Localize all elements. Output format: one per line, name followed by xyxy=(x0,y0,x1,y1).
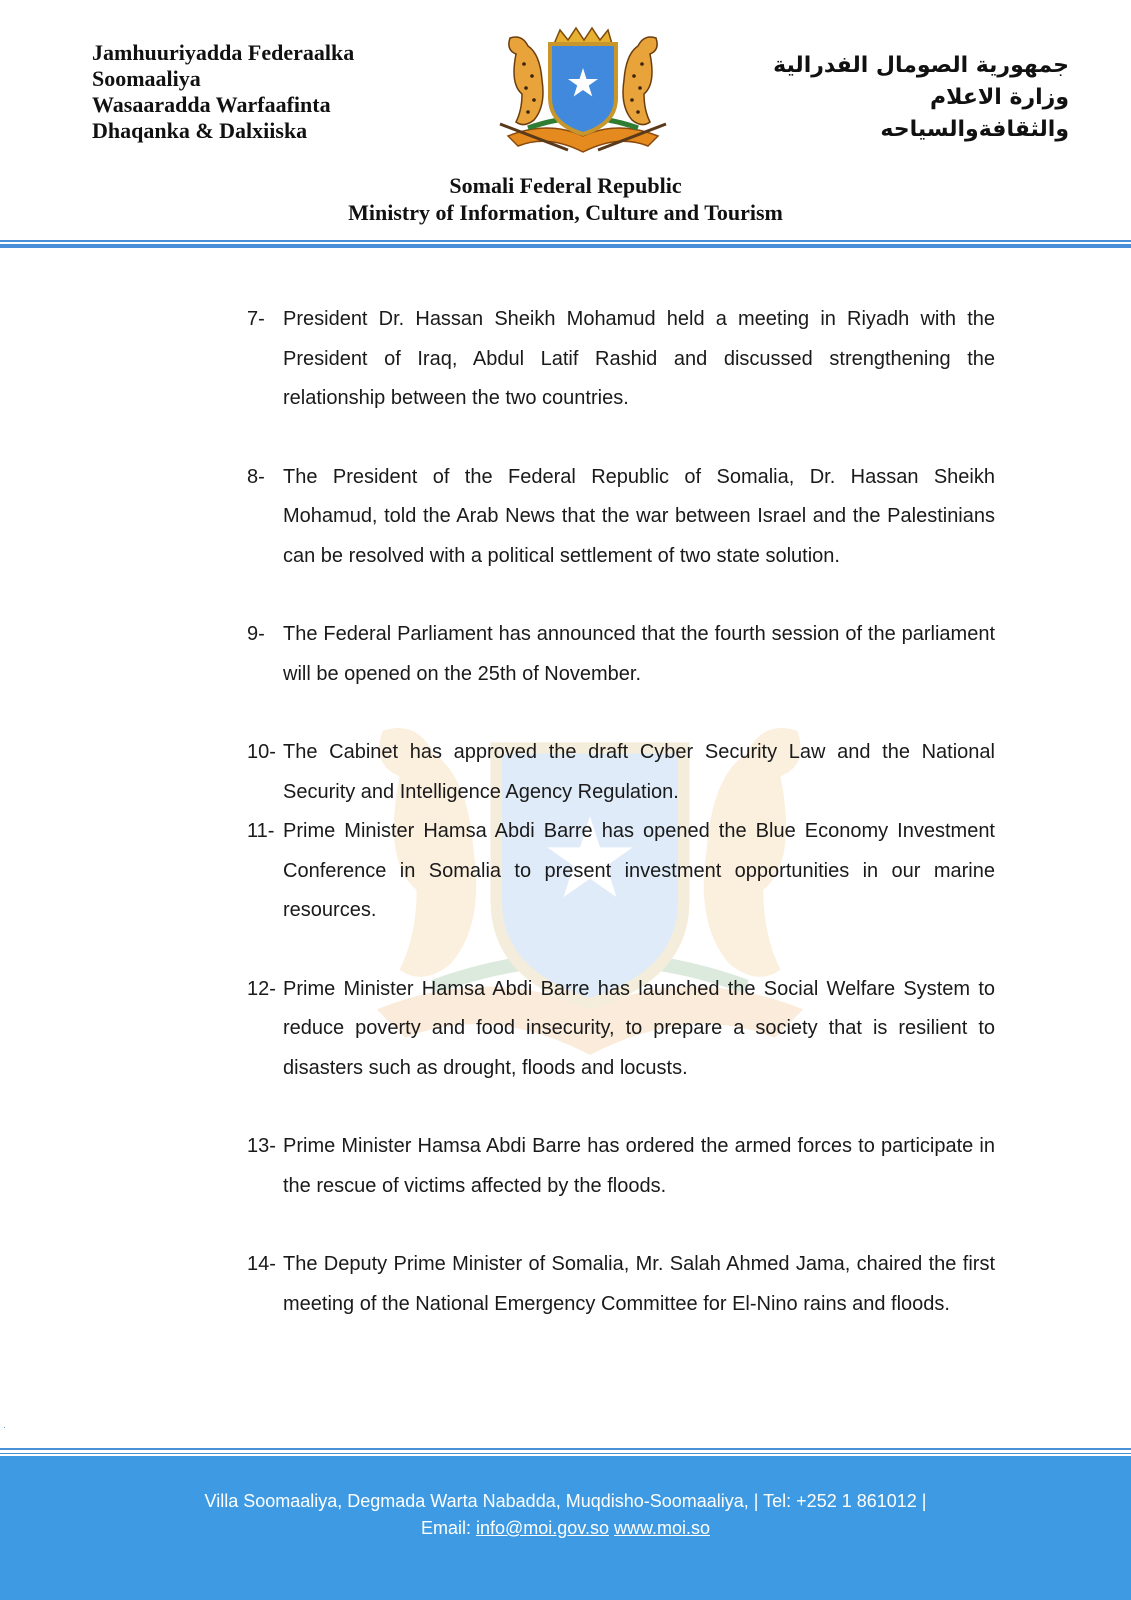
list-item xyxy=(247,1127,995,1206)
news-list xyxy=(247,300,995,1324)
item-number: 13- xyxy=(247,1135,276,1157)
header-arabic-line: جمهورية الصومال الفدرالية xyxy=(773,53,1069,78)
list-item xyxy=(247,1245,995,1324)
header-arabic-text xyxy=(773,50,1069,146)
header-somali-line: Soomaaliya xyxy=(92,66,201,91)
header-republic-name: Somali Federal Republic xyxy=(449,173,682,198)
footer-divider xyxy=(0,1448,1131,1454)
item-number: 9- xyxy=(247,623,265,645)
footer-address: Villa Soomaaliya, Degmada Warta Nabadda, Muqdisho-Soomaaliya, | Tel: +252 1 861012 | xyxy=(204,1491,927,1511)
header-somali-line: Dhaqanka & Dalxiiska xyxy=(92,118,308,143)
item-text: Prime Minister Hamsa Abdi Barre has launched the Social Welfare System to reduce poverty and food insecurity, to prepare a society that is resilient to disasters such as drought, floods and locusts. xyxy=(283,977,995,1079)
header-ministry-name: Ministry of Information, Culture and Tourism xyxy=(348,200,783,225)
header-title xyxy=(0,172,1131,226)
header-arabic-line: والثقافةوالسياحه xyxy=(880,117,1069,142)
item-number: 11- xyxy=(247,820,275,842)
header-arabic-line: وزارة الاعلام xyxy=(930,85,1069,110)
list-item xyxy=(247,458,995,577)
item-number: 7- xyxy=(247,308,265,330)
email-link[interactable]: info@moi.gov.so xyxy=(475,1518,609,1538)
item-text: The Cabinet has approved the draft Cyber Security Law and the National Security and Intelligence Agency Regulation. xyxy=(283,741,995,803)
header-somali-line: Jamhuuriyadda Federaalka xyxy=(92,40,355,65)
item-number: 8- xyxy=(247,465,265,488)
list-item xyxy=(247,733,995,812)
item-text: President Dr. Hassan Sheikh Mohamud held a meeting in Riyadh with the President of Iraq, Abdul Latif Rashid and discussed strengthening the relationship between the two countries. xyxy=(283,308,995,409)
footer-contact xyxy=(0,1515,1131,1542)
website-link[interactable]: www.moi.so xyxy=(614,1518,711,1538)
header-somali-line: Wasaaradda Warfaafinta xyxy=(92,92,331,117)
email-label: Email: xyxy=(420,1518,471,1538)
stray-dot: . xyxy=(3,1420,6,1431)
header-somali-text xyxy=(92,40,354,144)
list-item xyxy=(247,615,995,694)
item-text: The Federal Parliament has announced that the fourth session of the parliament will be opened on the 25th of November. xyxy=(283,623,995,685)
list-item xyxy=(247,970,995,1089)
item-number: 12- xyxy=(247,977,276,1000)
item-number: 10- xyxy=(247,741,276,763)
list-item xyxy=(247,812,995,931)
item-text: Prime Minister Hamsa Abdi Barre has opened the Blue Economy Investment Conference in Somalia to present investment opportunities in our marine resources. xyxy=(283,820,995,921)
item-text: The Deputy Prime Minister of Somalia, Mr. Salah Ahmed Jama, chaired the first meeting of the National Emergency Committee for El-Nino rains and floods. xyxy=(283,1253,995,1315)
somali-coat-of-arms-icon xyxy=(488,24,678,164)
header-divider xyxy=(0,240,1131,250)
footer xyxy=(0,1456,1131,1600)
item-text: The President of the Federal Republic of Somalia, Dr. Hassan Sheikh Mohamud, told the Arab News that the war between Israel and the Palestinians can be resolved with a political settlement of two state solution. xyxy=(283,465,995,567)
list-item xyxy=(247,300,995,419)
item-number: 14- xyxy=(247,1253,276,1275)
item-text: Prime Minister Hamsa Abdi Barre has ordered the armed forces to participate in the rescue of victims affected by the floods. xyxy=(283,1135,995,1197)
